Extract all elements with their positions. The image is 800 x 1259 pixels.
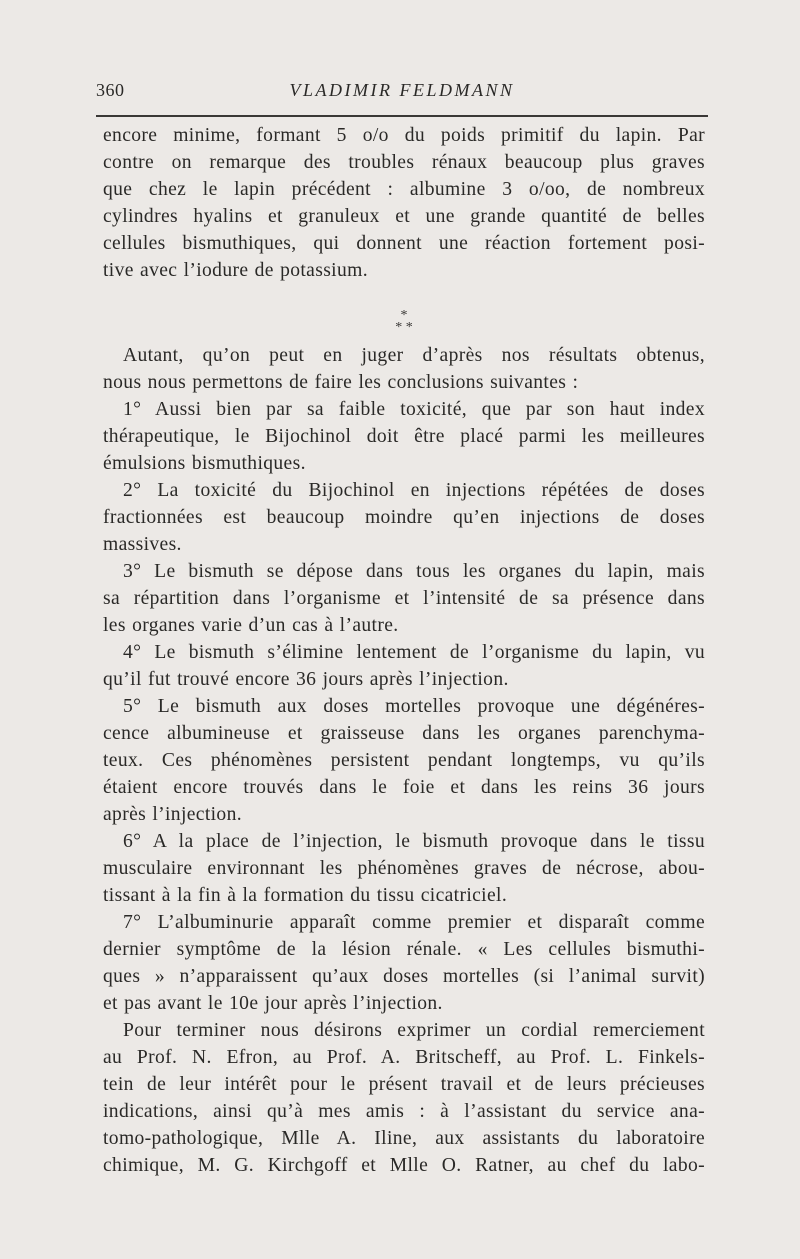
- text-line: tissant à la fin à la formation du tissu cicatriciel.: [103, 885, 508, 906]
- separator-star-bottom: * *: [395, 320, 413, 335]
- conclusion-item: [103, 693, 705, 828]
- paragraph: [103, 1017, 705, 1179]
- text-line: Pour terminer nous désirons exprimer un cordial remerciement: [123, 1020, 705, 1041]
- text-line: thérapeutique, le Bijochinol doit être placé parmi les meilleures: [103, 426, 705, 447]
- paragraph: [103, 122, 705, 284]
- text-line: après l’injection.: [103, 804, 242, 825]
- header-rule: [96, 115, 708, 117]
- text-line: sa répartition dans l’organisme et l’intensité de sa présence dans: [103, 588, 705, 609]
- conclusion-item: [103, 477, 705, 558]
- text-line: ques » n’apparaissent qu’aux doses mortelles (si l’animal survit): [103, 966, 705, 987]
- text-line: tomo-pathologique, Mlle A. Iline, aux assistants du laboratoire: [103, 1128, 705, 1149]
- text-line: massives.: [103, 534, 182, 555]
- text-line: musculaire environnant les phénomènes graves de nécrose, abou-: [103, 858, 705, 879]
- text-line: que chez le lapin précédent : albumine 3 o/oo, de nombreux: [103, 179, 705, 200]
- running-title: VLADIMIR FELDMANN: [289, 80, 515, 100]
- text-line: 1° Aussi bien par sa faible toxicité, que par son haut index: [123, 399, 705, 420]
- conclusion-item: [103, 909, 705, 1017]
- page-number: 360: [96, 80, 125, 100]
- section-separator: [103, 284, 705, 342]
- separator-star-top: *: [400, 308, 408, 323]
- text-line: cellules bismuthiques, qui donnent une réaction fortement posi-: [103, 233, 705, 254]
- conclusion-item: [103, 639, 705, 693]
- text-line: contre on remarque des troubles rénaux beaucoup plus graves: [103, 152, 705, 173]
- text-line: tein de leur intérêt pour le présent travail et de leurs précieuses: [103, 1074, 705, 1095]
- text-line: Autant, qu’on peut en juger d’après nos résultats obtenus,: [123, 345, 705, 366]
- text-line: étaient encore trouvés dans le foie et dans les reins 36 jours: [103, 777, 705, 798]
- text-line: teux. Ces phénomènes persistent pendant longtemps, vu qu’ils: [103, 750, 705, 771]
- running-header: [96, 80, 708, 106]
- text-line: 3° Le bismuth se dépose dans tous les organes du lapin, mais: [123, 561, 705, 582]
- conclusion-item: [103, 828, 705, 909]
- text-line: cylindres hyalins et granuleux et une grande quantité de belles: [103, 206, 705, 227]
- text-line: qu’il fut trouvé encore 36 jours après l’injection.: [103, 669, 509, 690]
- text-line: et pas avant le 10e jour après l’injection.: [103, 993, 443, 1014]
- text-line: émulsions bismuthiques.: [103, 453, 306, 474]
- text-line: fractionnées est beaucoup moindre qu’en injections de doses: [103, 507, 705, 528]
- text-line: indications, ainsi qu’à mes amis : à l’assistant du service ana-: [103, 1101, 705, 1122]
- page-body: [103, 122, 705, 1179]
- conclusion-item: [103, 558, 705, 639]
- conclusion-item: [103, 396, 705, 477]
- text-line: les organes varie d’un cas à l’autre.: [103, 615, 399, 636]
- text-line: chimique, M. G. Kirchgoff et Mlle O. Ratner, au chef du labo-: [103, 1155, 705, 1176]
- text-line: nous nous permettons de faire les conclusions suivantes :: [103, 372, 579, 393]
- text-line: 7° L’albuminurie apparaît comme premier et disparaît comme: [123, 912, 705, 933]
- text-line: au Prof. N. Efron, au Prof. A. Britscheff, au Prof. L. Finkels-: [103, 1047, 705, 1068]
- text-line: 4° Le bismuth s’élimine lentement de l’organisme du lapin, vu: [123, 642, 705, 663]
- text-line: encore minime, formant 5 o/o du poids primitif du lapin. Par: [103, 125, 705, 146]
- text-line: 6° A la place de l’injection, le bismuth provoque dans le tissu: [123, 831, 705, 852]
- text-line: 2° La toxicité du Bijochinol en injections répétées de doses: [123, 480, 705, 501]
- paragraph: [103, 342, 705, 396]
- text-line: dernier symptôme de la lésion rénale. « Les cellules bismuthi-: [103, 939, 705, 960]
- text-line: 5° Le bismuth aux doses mortelles provoque une dégénéres-: [123, 696, 705, 717]
- text-line: tive avec l’iodure de potassium.: [103, 260, 368, 281]
- text-line: cence albumineuse et graisseuse dans les organes parenchyma-: [103, 723, 705, 744]
